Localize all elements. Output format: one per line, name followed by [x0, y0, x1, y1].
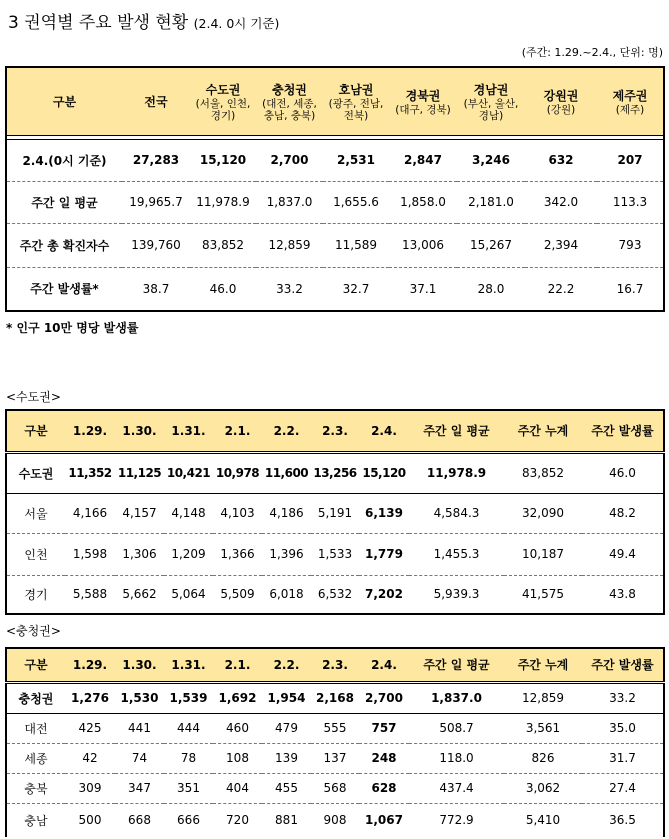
region-sub: (대전, 세종, 충남, 충북) [262, 97, 317, 122]
data-cell: 404 [213, 773, 262, 803]
summary-cell: 16.7 [597, 267, 664, 311]
data-cell: 441 [115, 713, 164, 743]
region-name: 제주권 [612, 88, 648, 103]
summary-cell: 139,760 [122, 223, 190, 267]
capital-row-incheon [6, 533, 664, 575]
col-header: 2.1. [213, 410, 262, 452]
data-cell: 4,166 [65, 493, 115, 533]
summary-row-daily-avg [6, 181, 664, 223]
data-cell: 4,148 [164, 493, 213, 533]
summary-row-label: 주간 발생률* [6, 267, 122, 311]
summary-region-header [457, 67, 525, 135]
summary-cell: 38.7 [122, 267, 190, 311]
chungcheong-table [5, 647, 665, 837]
data-cell: 668 [128, 813, 151, 828]
data-cell: 15,120 [359, 452, 409, 493]
region-sub: (광주, 전남, 전북) [328, 97, 384, 122]
data-cell: 5,410 [525, 813, 561, 828]
summary-cell: 33.2 [256, 267, 323, 311]
capital-header-row [6, 410, 664, 452]
summary-cell: 83,852 [190, 223, 256, 267]
summary-cell: 2,394 [525, 223, 597, 267]
summary-cell: 1,655.6 [323, 181, 389, 223]
data-cell: 1,306 [115, 533, 164, 575]
data-cell: 1,598 [65, 533, 115, 575]
summary-cell: 11,589 [323, 223, 389, 267]
summary-table [5, 66, 665, 312]
region-sub: (제주) [615, 103, 645, 116]
summary-cell: 2,700 [256, 139, 323, 181]
data-cell: 12,859 [504, 682, 582, 713]
data-cell: 5,939.3 [409, 575, 504, 614]
data-cell: 27.4 [582, 773, 664, 803]
summary-row-label: 2.4.(0시 기준) [6, 139, 122, 181]
row-label: 세종 [6, 743, 65, 773]
summary-cell: 15,120 [190, 139, 256, 181]
chungcheong-row-daejeon [6, 713, 664, 743]
summary-cell: 46.0 [190, 267, 256, 311]
summary-cell: 22.2 [525, 267, 597, 311]
summary-cell: 2,531 [323, 139, 389, 181]
summary-region-header [525, 67, 597, 135]
data-cell: 41,575 [504, 575, 582, 614]
period-note: (주간: 1.29.~2.4., 단위: 명) [521, 46, 663, 59]
section-label-capital: <수도권> [6, 390, 61, 404]
data-cell: 48.2 [582, 493, 664, 533]
data-cell: 720 [226, 813, 249, 828]
page-title [8, 8, 279, 33]
chungcheong-row-sejong [6, 743, 664, 773]
summary-row-label: 주간 총 확진자수 [6, 223, 122, 267]
col-header: 2.1. [213, 648, 262, 682]
summary-cell: 11,978.9 [190, 181, 256, 223]
data-cell: 33.2 [582, 682, 664, 713]
data-cell: 347 [115, 773, 164, 803]
data-cell: 83,852 [504, 452, 582, 493]
row-label: 서울 [6, 493, 65, 533]
data-cell: 5,662 [115, 575, 164, 614]
data-cell: 1,366 [213, 533, 262, 575]
col-header: 주간 일 평균 [409, 648, 504, 682]
col-header: 2.2. [262, 648, 311, 682]
row-label: 충남 [6, 803, 65, 837]
data-cell: 1,396 [262, 533, 311, 575]
data-cell: 74 [115, 743, 164, 773]
data-cell: 49.4 [582, 533, 664, 575]
row-label: 경기 [6, 575, 65, 614]
data-cell: 32,090 [504, 493, 582, 533]
data-cell: 10,421 [164, 452, 213, 493]
col-header: 주간 발생률 [582, 648, 664, 682]
summary-cell: 15,267 [457, 223, 525, 267]
data-cell: 1,455.3 [409, 533, 504, 575]
summary-cell: 1,858.0 [389, 181, 457, 223]
summary-cell: 13,006 [389, 223, 457, 267]
data-cell: 118.0 [409, 743, 504, 773]
data-cell: 666 [177, 813, 200, 828]
summary-cell: 3,246 [457, 139, 525, 181]
summary-cell: 113.3 [597, 181, 664, 223]
summary-region-header [256, 67, 323, 135]
col-header: 2.3. [311, 410, 359, 452]
summary-cell: 12,859 [256, 223, 323, 267]
data-cell: 1,533 [311, 533, 359, 575]
data-cell: 309 [65, 773, 115, 803]
data-cell: 500 [78, 813, 102, 828]
summary-corner: 구분 [6, 67, 122, 135]
col-header: 구분 [6, 410, 65, 452]
col-header: 1.29. [65, 410, 115, 452]
summary-region-header [389, 67, 457, 135]
summary-cell: 793 [597, 223, 664, 267]
data-cell: 4,584.3 [409, 493, 504, 533]
data-cell: 7,202 [359, 575, 409, 614]
col-header: 1.30. [115, 648, 164, 682]
region-sub: (부산, 울산, 경남) [463, 97, 519, 122]
data-cell: 11,352 [65, 452, 115, 493]
data-cell: 437.4 [409, 773, 504, 803]
col-header: 2.4. [359, 648, 409, 682]
col-header: 주간 발생률 [582, 410, 664, 452]
data-cell: 137 [311, 743, 359, 773]
section-label-chungcheong: <충청권> [6, 624, 61, 638]
col-header: 2.3. [311, 648, 359, 682]
data-cell: 826 [504, 743, 582, 773]
data-cell: 455 [262, 773, 311, 803]
data-cell: 13,256 [311, 452, 359, 493]
data-cell: 1,692 [213, 682, 262, 713]
chungcheong-row-total [6, 682, 664, 713]
region-sub: (서울, 인천, 경기) [195, 97, 251, 122]
summary-row-rate [6, 267, 664, 311]
data-cell: 1,209 [164, 533, 213, 575]
summary-region-header [323, 67, 389, 135]
summary-cell: 207 [597, 139, 664, 181]
summary-row-current [6, 139, 664, 181]
row-label: 수도권 [6, 452, 65, 493]
data-cell: 6,018 [262, 575, 311, 614]
col-header: 1.31. [164, 410, 213, 452]
summary-header-row [6, 67, 664, 135]
col-header: 주간 일 평균 [409, 410, 504, 452]
region-name: 충청권 [272, 82, 307, 97]
data-cell: 1,539 [164, 682, 213, 713]
summary-cell: 2,847 [389, 139, 457, 181]
data-cell: 5,509 [213, 575, 262, 614]
col-header: 주간 누계 [504, 410, 582, 452]
data-cell: 460 [213, 713, 262, 743]
data-cell: 1,837.0 [409, 682, 504, 713]
row-label: 대전 [6, 713, 65, 743]
summary-cell: 37.1 [389, 267, 457, 311]
col-header: 1.31. [164, 648, 213, 682]
col-header: 2.4. [359, 410, 409, 452]
data-cell: 42 [65, 743, 115, 773]
data-cell: 5,191 [311, 493, 359, 533]
data-cell: 11,600 [262, 452, 311, 493]
summary-cell: 2,181.0 [457, 181, 525, 223]
col-header: 구분 [6, 648, 65, 682]
data-cell: 568 [311, 773, 359, 803]
data-cell: 139 [262, 743, 311, 773]
data-cell: 479 [262, 713, 311, 743]
data-cell: 46.0 [582, 452, 664, 493]
data-cell: 2,168 [311, 682, 359, 713]
data-cell: 78 [164, 743, 213, 773]
data-cell: 908 [323, 813, 347, 828]
data-cell: 11,125 [115, 452, 164, 493]
chungcheong-row-chungbuk [6, 773, 664, 803]
data-cell: 36.5 [582, 803, 664, 837]
capital-row-seoul [6, 493, 664, 533]
region-name: 강원권 [543, 88, 579, 103]
data-cell: 43.8 [582, 575, 664, 614]
summary-cell: 342.0 [525, 181, 597, 223]
data-cell: 425 [65, 713, 115, 743]
data-cell: 628 [359, 773, 409, 803]
data-cell: 1,067 [365, 813, 403, 828]
data-cell: 248 [359, 743, 409, 773]
row-label: 충북 [6, 773, 65, 803]
data-cell: 508.7 [409, 713, 504, 743]
capital-row-gyeonggi [6, 575, 664, 614]
chungcheong-row-chungnam [6, 803, 664, 837]
region-sub: (대구, 경북) [395, 103, 451, 116]
data-cell: 35.0 [582, 713, 664, 743]
row-label: 충청권 [6, 682, 65, 713]
data-cell: 555 [311, 713, 359, 743]
row-label: 인천 [6, 533, 65, 575]
data-cell: 757 [359, 713, 409, 743]
data-cell: 108 [213, 743, 262, 773]
region-name: 경북권 [405, 88, 441, 103]
data-cell: 444 [164, 713, 213, 743]
data-cell: 4,103 [213, 493, 262, 533]
summary-cell: 19,965.7 [122, 181, 190, 223]
summary-region-header [597, 67, 664, 135]
summary-cell: 27,283 [122, 139, 190, 181]
data-cell: 31.7 [582, 743, 664, 773]
col-header: 1.30. [115, 410, 164, 452]
summary-region-header [190, 67, 256, 135]
data-cell: 881 [275, 813, 298, 828]
data-cell: 3,561 [504, 713, 582, 743]
chungcheong-header-row [6, 648, 664, 682]
data-cell: 3,062 [504, 773, 582, 803]
data-cell: 6,139 [359, 493, 409, 533]
summary-cell: 28.0 [457, 267, 525, 311]
col-header: 2.2. [262, 410, 311, 452]
summary-cell: 632 [525, 139, 597, 181]
data-cell: 1,530 [115, 682, 164, 713]
title-subtitle: (2.4. 0시 기준) [193, 16, 280, 31]
data-cell: 1,276 [65, 682, 115, 713]
data-cell: 5,588 [65, 575, 115, 614]
summary-national-header: 전국 [122, 67, 190, 135]
title-text: 3 권역별 주요 발생 현황 [8, 13, 189, 33]
summary-row-label: 주간 일 평균 [6, 181, 122, 223]
data-cell: 351 [164, 773, 213, 803]
data-cell: 10,187 [504, 533, 582, 575]
data-cell: 4,186 [262, 493, 311, 533]
data-cell: 11,978.9 [409, 452, 504, 493]
data-cell: 1,954 [262, 682, 311, 713]
col-header: 주간 누계 [504, 648, 582, 682]
data-cell: 6,532 [311, 575, 359, 614]
data-cell: 2,700 [359, 682, 409, 713]
capital-table [5, 409, 665, 615]
summary-cell: 1,837.0 [256, 181, 323, 223]
region-name: 호남권 [338, 82, 374, 97]
data-cell: 4,157 [115, 493, 164, 533]
summary-row-weekly-total [6, 223, 664, 267]
summary-cell: 32.7 [323, 267, 389, 311]
col-header: 1.29. [65, 648, 115, 682]
data-cell: 5,064 [164, 575, 213, 614]
capital-row-total [6, 452, 664, 493]
footnote: * 인구 10만 명당 발생률 [6, 321, 139, 335]
region-name: 수도권 [205, 82, 241, 97]
data-cell: 1,779 [359, 533, 409, 575]
region-name: 경남권 [473, 82, 509, 97]
region-sub: (강원) [546, 103, 576, 116]
data-cell: 10,978 [213, 452, 262, 493]
data-cell: 772.9 [439, 813, 474, 828]
